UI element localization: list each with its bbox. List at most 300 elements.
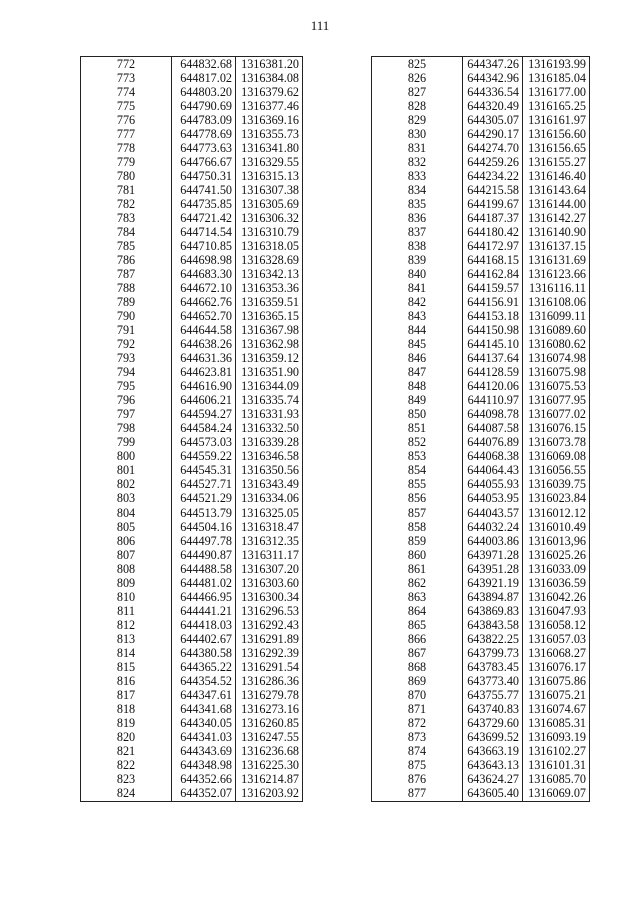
y-coordinate-cell: 1316350.56 [236,464,303,478]
table-row [372,436,590,450]
x-coordinate-cell: 644162.84 [463,267,523,281]
x-coordinate-cell: 644721.42 [172,211,236,225]
x-coordinate-cell: 643869.83 [463,604,523,618]
table-row [81,506,303,520]
y-coordinate-cell: 1316343.49 [236,478,303,492]
point-number-cell: 861 [372,562,463,576]
table-row [372,534,590,548]
point-number-cell: 845 [372,338,463,352]
y-coordinate-cell: 1316369.16 [236,113,303,127]
table-row [81,436,303,450]
x-coordinate-cell: 643971.28 [463,548,523,562]
point-number-cell: 809 [81,576,172,590]
x-coordinate-cell: 644527.71 [172,478,236,492]
point-number-cell: 858 [372,520,463,534]
y-coordinate-cell: 1316077.02 [523,408,590,422]
x-coordinate-cell: 644320.49 [463,99,523,113]
point-number-cell: 812 [81,618,172,632]
point-number-cell: 837 [372,225,463,239]
point-number-cell: 844 [372,324,463,338]
y-coordinate-cell: 1316305.69 [236,197,303,211]
x-coordinate-cell: 643663.19 [463,745,523,759]
table-row [372,422,590,436]
x-coordinate-cell: 643699.52 [463,731,523,745]
x-coordinate-cell: 644305.07 [463,113,523,127]
table-row [81,688,303,702]
table-row [372,338,590,352]
x-coordinate-cell: 644766.67 [172,155,236,169]
x-coordinate-cell: 644156.91 [463,296,523,310]
point-number-cell: 821 [81,745,172,759]
x-coordinate-cell: 644750.31 [172,169,236,183]
x-coordinate-cell: 644342.96 [463,71,523,85]
y-coordinate-cell: 1316332.50 [236,422,303,436]
table-row [372,562,590,576]
table-row [81,450,303,464]
x-coordinate-cell: 644504.16 [172,520,236,534]
point-number-cell: 851 [372,422,463,436]
y-coordinate-cell: 1316156.60 [523,127,590,141]
x-coordinate-cell: 644573.03 [172,436,236,450]
table-row [372,408,590,422]
table-row [81,534,303,548]
table-row [372,773,590,787]
y-coordinate-cell: 1316033.09 [523,562,590,576]
point-number-cell: 834 [372,183,463,197]
table-row [81,716,303,730]
table-row [372,197,590,211]
table-row [81,787,303,802]
y-coordinate-cell: 1316328.69 [236,253,303,267]
point-number-cell: 783 [81,211,172,225]
x-coordinate-cell: 644180.42 [463,225,523,239]
y-coordinate-cell: 1316310.79 [236,225,303,239]
x-coordinate-cell: 644110.97 [463,394,523,408]
y-coordinate-cell: 1316346.58 [236,450,303,464]
x-coordinate-cell: 644098.78 [463,408,523,422]
y-coordinate-cell: 1316342.13 [236,267,303,281]
x-coordinate-cell: 644644.58 [172,324,236,338]
x-coordinate-cell: 644513.79 [172,506,236,520]
table-row [81,267,303,281]
point-number-cell: 802 [81,478,172,492]
point-number-cell: 859 [372,534,463,548]
point-number-cell: 832 [372,155,463,169]
y-coordinate-cell: 1316058.12 [523,618,590,632]
coordinates-table-body [81,57,303,802]
x-coordinate-cell: 644150.98 [463,324,523,338]
table-row [81,211,303,225]
point-number-cell: 782 [81,197,172,211]
table-row [372,787,590,802]
y-coordinate-cell: 1316359.51 [236,296,303,310]
table-row [81,759,303,773]
table-row [372,127,590,141]
point-number-cell: 773 [81,71,172,85]
table-row [81,253,303,267]
y-coordinate-cell: 1316057.03 [523,632,590,646]
point-number-cell: 797 [81,408,172,422]
x-coordinate-cell: 643729.60 [463,716,523,730]
point-number-cell: 826 [372,71,463,85]
y-coordinate-cell: 1316074.67 [523,702,590,716]
x-coordinate-cell: 644584.24 [172,422,236,436]
x-coordinate-cell: 644672.10 [172,282,236,296]
y-coordinate-cell: 1316155.27 [523,155,590,169]
point-number-cell: 855 [372,478,463,492]
x-coordinate-cell: 644418.03 [172,618,236,632]
y-coordinate-cell: 1316161.97 [523,113,590,127]
point-number-cell: 827 [372,85,463,99]
x-coordinate-cell: 644172.97 [463,239,523,253]
x-coordinate-cell: 644741.50 [172,183,236,197]
y-coordinate-cell: 1316023.84 [523,492,590,506]
point-number-cell: 799 [81,436,172,450]
y-coordinate-cell: 1316075.98 [523,366,590,380]
y-coordinate-cell: 1316089.60 [523,324,590,338]
point-number-cell: 822 [81,759,172,773]
x-coordinate-cell: 643605.40 [463,787,523,802]
x-coordinate-cell: 644347.61 [172,688,236,702]
y-coordinate-cell: 1316307.38 [236,183,303,197]
table-row [372,492,590,506]
x-coordinate-cell: 644347.26 [463,57,523,72]
x-coordinate-cell: 644832.68 [172,57,236,72]
y-coordinate-cell: 1316069.07 [523,787,590,802]
point-number-cell: 842 [372,296,463,310]
table-row [81,169,303,183]
table-row [372,366,590,380]
table-row [81,745,303,759]
coordinates-table-body [372,57,590,802]
y-coordinate-cell: 1316077.95 [523,394,590,408]
y-coordinate-cell: 1316307.20 [236,562,303,576]
table-row [81,702,303,716]
x-coordinate-cell: 644402.67 [172,632,236,646]
point-number-cell: 874 [372,745,463,759]
point-number-cell: 801 [81,464,172,478]
table-row [81,674,303,688]
point-number-cell: 831 [372,141,463,155]
table-row [372,590,590,604]
x-coordinate-cell: 644168.15 [463,253,523,267]
y-coordinate-cell: 1316099.11 [523,310,590,324]
point-number-cell: 775 [81,99,172,113]
y-coordinate-cell: 1316325.05 [236,506,303,520]
table-row [372,716,590,730]
table-row [81,576,303,590]
point-number-cell: 877 [372,787,463,802]
y-coordinate-cell: 1316101.31 [523,759,590,773]
y-coordinate-cell: 1316353.36 [236,282,303,296]
table-row [372,211,590,225]
point-number-cell: 800 [81,450,172,464]
y-coordinate-cell: 1316335.74 [236,394,303,408]
x-coordinate-cell: 644773.63 [172,141,236,155]
point-number-cell: 868 [372,660,463,674]
y-coordinate-cell: 1316292.43 [236,618,303,632]
y-coordinate-cell: 1316273.16 [236,702,303,716]
point-number-cell: 784 [81,225,172,239]
table-row [81,141,303,155]
x-coordinate-cell: 644043.57 [463,506,523,520]
y-coordinate-cell: 1316351.90 [236,366,303,380]
point-number-cell: 860 [372,548,463,562]
y-coordinate-cell: 1316146.40 [523,169,590,183]
point-number-cell: 830 [372,127,463,141]
y-coordinate-cell: 1316300.34 [236,590,303,604]
y-coordinate-cell: 1316291.89 [236,632,303,646]
table-row [372,113,590,127]
point-number-cell: 807 [81,548,172,562]
point-number-cell: 873 [372,731,463,745]
table-row [81,394,303,408]
x-coordinate-cell: 644606.21 [172,394,236,408]
point-number-cell: 793 [81,352,172,366]
point-number-cell: 866 [372,632,463,646]
point-number-cell: 839 [372,253,463,267]
point-number-cell: 843 [372,310,463,324]
x-coordinate-cell: 644380.58 [172,646,236,660]
point-number-cell: 865 [372,618,463,632]
x-coordinate-cell: 644354.52 [172,674,236,688]
point-number-cell: 811 [81,604,172,618]
y-coordinate-cell: 1316074.98 [523,352,590,366]
point-number-cell: 790 [81,310,172,324]
table-row [81,113,303,127]
page-number: 111 [310,18,330,33]
table-row [372,169,590,183]
table-row [372,85,590,99]
table-row [372,267,590,281]
table-row [372,759,590,773]
point-number-cell: 786 [81,253,172,267]
table-row [372,632,590,646]
point-number-cell: 778 [81,141,172,155]
y-coordinate-cell: 1316085.31 [523,716,590,730]
y-coordinate-cell: 1316331.93 [236,408,303,422]
x-coordinate-cell: 644352.07 [172,787,236,802]
x-coordinate-cell: 644348.98 [172,759,236,773]
table-row [81,338,303,352]
table-row [81,197,303,211]
table-row [372,604,590,618]
y-coordinate-cell: 1316384.08 [236,71,303,85]
table-row [372,225,590,239]
y-coordinate-cell: 1316292.39 [236,646,303,660]
table-row [81,604,303,618]
point-number-cell: 875 [372,759,463,773]
y-coordinate-cell: 1316075.86 [523,674,590,688]
point-number-cell: 856 [372,492,463,506]
y-coordinate-cell: 1316185.04 [523,71,590,85]
point-number-cell: 804 [81,506,172,520]
point-number-cell: 872 [372,716,463,730]
point-number-cell: 871 [372,702,463,716]
x-coordinate-cell: 643822.25 [463,632,523,646]
x-coordinate-cell: 644068.38 [463,450,523,464]
table-row [81,352,303,366]
point-number-cell: 864 [372,604,463,618]
x-coordinate-cell: 644616.90 [172,380,236,394]
table-row [81,422,303,436]
x-coordinate-cell: 644365.22 [172,660,236,674]
point-number-cell: 772 [81,57,172,72]
y-coordinate-cell: 1316080.62 [523,338,590,352]
table-row [372,324,590,338]
point-number-cell: 829 [372,113,463,127]
table-row [81,282,303,296]
x-coordinate-cell: 643799.73 [463,646,523,660]
y-coordinate-cell: 1316381.20 [236,57,303,72]
y-coordinate-cell: 1316156.65 [523,141,590,155]
x-coordinate-cell: 644497.78 [172,534,236,548]
point-number-cell: 820 [81,731,172,745]
point-number-cell: 791 [81,324,172,338]
table-row [81,85,303,99]
point-number-cell: 808 [81,562,172,576]
table-row [81,773,303,787]
y-coordinate-cell: 1316056.55 [523,464,590,478]
point-number-cell: 817 [81,688,172,702]
y-coordinate-cell: 1316367.98 [236,324,303,338]
point-number-cell: 852 [372,436,463,450]
x-coordinate-cell: 644234.22 [463,169,523,183]
x-coordinate-cell: 644652.70 [172,310,236,324]
y-coordinate-cell: 1316073.78 [523,436,590,450]
x-coordinate-cell: 644215.58 [463,183,523,197]
x-coordinate-cell: 644259.26 [463,155,523,169]
point-number-cell: 854 [372,464,463,478]
y-coordinate-cell: 1316025.26 [523,548,590,562]
table-row [372,646,590,660]
x-coordinate-cell: 644559.22 [172,450,236,464]
point-number-cell: 805 [81,520,172,534]
table-row [372,702,590,716]
y-coordinate-cell: 1316312.35 [236,534,303,548]
table-row [81,380,303,394]
table-row [81,310,303,324]
x-coordinate-cell: 644340.05 [172,716,236,730]
x-coordinate-cell: 644145.10 [463,338,523,352]
table-row [372,478,590,492]
x-coordinate-cell: 644790.69 [172,99,236,113]
point-number-cell: 816 [81,674,172,688]
y-coordinate-cell: 1316260.85 [236,716,303,730]
point-number-cell: 862 [372,576,463,590]
x-coordinate-cell: 644481.02 [172,576,236,590]
table-row [81,632,303,646]
y-coordinate-cell: 1316355.73 [236,127,303,141]
point-number-cell: 813 [81,632,172,646]
point-number-cell: 814 [81,646,172,660]
point-number-cell: 857 [372,506,463,520]
y-coordinate-cell: 1316296.53 [236,604,303,618]
table-row [372,520,590,534]
x-coordinate-cell: 644817.02 [172,71,236,85]
x-coordinate-cell: 644343.69 [172,745,236,759]
point-number-cell: 803 [81,492,172,506]
y-coordinate-cell: 1316076.15 [523,422,590,436]
point-number-cell: 850 [372,408,463,422]
table-row [372,310,590,324]
table-row [372,618,590,632]
coordinates-table-left [80,56,303,802]
table-row [81,548,303,562]
table-row [81,408,303,422]
x-coordinate-cell: 643755.77 [463,688,523,702]
x-coordinate-cell: 643843.58 [463,618,523,632]
x-coordinate-cell: 643783.45 [463,660,523,674]
table-row [372,450,590,464]
table-row [81,562,303,576]
x-coordinate-cell: 644466.95 [172,590,236,604]
table-row [81,324,303,338]
table-row [81,183,303,197]
x-coordinate-cell: 644488.58 [172,562,236,576]
table-row [372,745,590,759]
point-number-cell: 863 [372,590,463,604]
table-row [81,71,303,85]
table-row [372,71,590,85]
point-number-cell: 836 [372,211,463,225]
x-coordinate-cell: 643740.83 [463,702,523,716]
x-coordinate-cell: 644128.59 [463,366,523,380]
y-coordinate-cell: 1316036.59 [523,576,590,590]
x-coordinate-cell: 644055.93 [463,478,523,492]
table-row [81,127,303,141]
point-number-cell: 796 [81,394,172,408]
point-number-cell: 774 [81,85,172,99]
x-coordinate-cell: 644714.54 [172,225,236,239]
y-coordinate-cell: 1316379.62 [236,85,303,99]
table-row [81,366,303,380]
y-coordinate-cell: 1316344.09 [236,380,303,394]
x-coordinate-cell: 643773.40 [463,674,523,688]
x-coordinate-cell: 644274.70 [463,141,523,155]
table-row [81,57,303,72]
point-number-cell: 780 [81,169,172,183]
x-coordinate-cell: 644521.29 [172,492,236,506]
y-coordinate-cell: 1316144.00 [523,197,590,211]
y-coordinate-cell: 1316165.25 [523,99,590,113]
y-coordinate-cell: 1316013,96 [523,534,590,548]
x-coordinate-cell: 644594.27 [172,408,236,422]
x-coordinate-cell: 644683.30 [172,267,236,281]
y-coordinate-cell: 1316334.06 [236,492,303,506]
point-number-cell: 869 [372,674,463,688]
y-coordinate-cell: 1316362.98 [236,338,303,352]
x-coordinate-cell: 644199.67 [463,197,523,211]
x-coordinate-cell: 644710.85 [172,239,236,253]
point-number-cell: 853 [372,450,463,464]
table-row [81,646,303,660]
x-coordinate-cell: 644441.21 [172,604,236,618]
y-coordinate-cell: 1316075.21 [523,688,590,702]
point-number-cell: 781 [81,183,172,197]
table-row [372,183,590,197]
point-number-cell: 810 [81,590,172,604]
y-coordinate-cell: 1316203.92 [236,787,303,802]
point-number-cell: 841 [372,282,463,296]
point-number-cell: 798 [81,422,172,436]
table-row [81,478,303,492]
table-row [372,296,590,310]
table-row [81,99,303,113]
y-coordinate-cell: 1316069.08 [523,450,590,464]
y-coordinate-cell: 1316012.12 [523,506,590,520]
table-row [81,520,303,534]
